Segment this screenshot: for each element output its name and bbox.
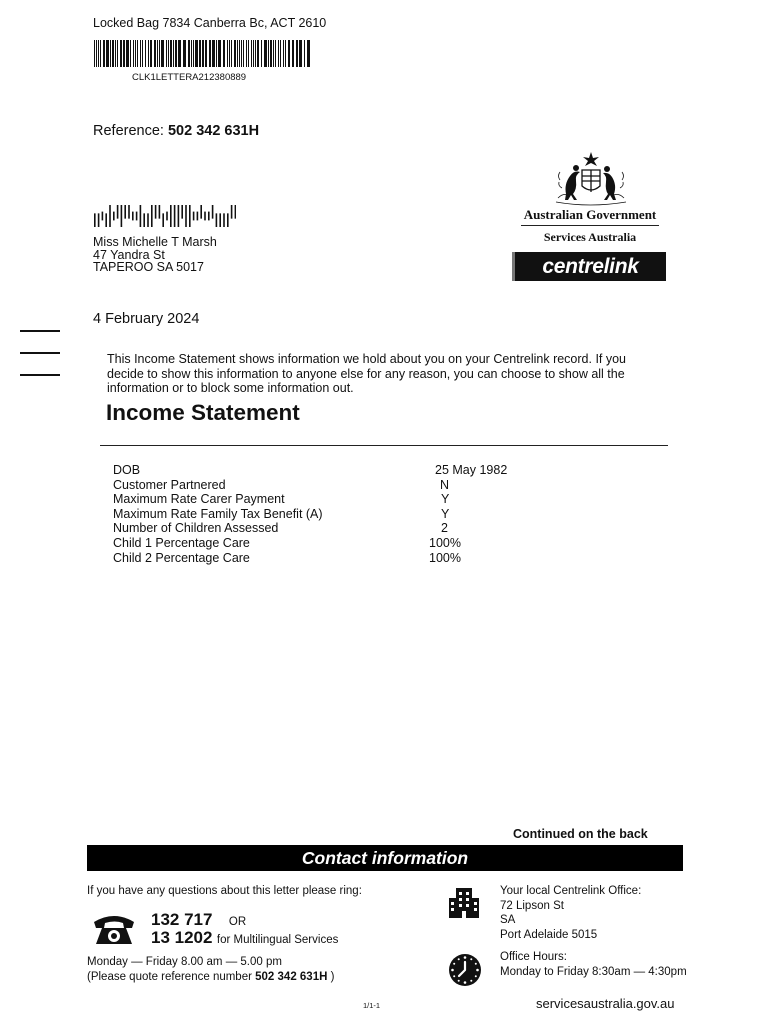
row-value-child1-care: 100% [429,536,461,550]
reference-label: Reference: [93,123,164,139]
barcode-bar [209,40,211,67]
office-state: SA [500,914,516,926]
barcode-bar [223,40,225,67]
barcode-bar [261,40,262,67]
row-value-children: 2 [441,521,448,535]
barcode-bar [128,205,130,219]
barcode-bar [189,205,191,227]
barcode-bar [183,40,186,67]
recipient-street: 47 Yandra St [93,247,165,262]
barcode-bar [197,212,199,221]
barcode-bar [170,205,172,227]
barcode-bar [292,40,294,67]
barcode-bar [285,40,286,67]
row-value-dob: 25 May 1982 [435,463,508,477]
barcode-bar [273,40,274,67]
intro-line: This Income Statement shows information we hold about you on your Centrelink record. If you [107,352,627,366]
barcode-bar [113,212,115,221]
office-street: 72 Lipson St [500,899,564,912]
barcode-bar [110,40,111,67]
barcode-bar [143,213,145,227]
recipient-address [93,236,217,274]
barcode-bar [264,40,267,67]
row-label-children: Number of Children Assessed [113,521,279,535]
row-label-child2-care: Child 2 Percentage Care [113,550,250,565]
barcode-bar [173,40,174,67]
row-label-carer-payment: Maximum Rate Carer Payment [113,492,285,506]
barcode-bar [123,40,125,67]
barcode-bar [137,40,138,67]
office-heading: Your local Centrelink Office: [500,885,642,897]
row-label-dob: DOB [113,463,141,477]
barcode-bar [126,40,129,67]
barcode-bar [299,40,302,67]
barcode-bar [115,40,116,67]
barcode-bar [154,40,156,67]
office-building-icon [447,886,481,918]
phone-hours: Monday — Friday 8.00 am — 5.00 pm [87,956,282,968]
barcode-bar [140,205,142,227]
barcode-bar [231,205,233,219]
barcode-bar [162,213,164,227]
barcode-bar [227,40,228,67]
phone-number-multilingual: 13 1202 [151,928,213,947]
clock-icon [448,953,482,987]
barcode-bar [159,40,160,67]
barcode-bar [105,213,107,227]
barcode-bar [142,40,143,67]
return-address: Locked Bag 7834 Canberra Bc, ACT 2610 [93,16,327,30]
intro-line: decide to show this information to anyone else for any reason, you can choose to show all the [107,366,625,381]
letter-code: CLK1LETTERA212380889 [132,72,247,83]
barcode-bar [120,40,122,67]
barcode-bar [178,40,181,67]
barcode-bar [145,40,146,67]
barcode-bar [117,40,118,67]
barcode-bar [166,40,167,67]
row-label-family-tax: Maximum Rate Family Tax Benefit (A) [113,506,323,521]
office-suburb: Port Adelaide 5015 [500,928,598,941]
barcode-bar [268,40,269,67]
barcode-bar [288,40,290,67]
quote-prefix: (Please quote reference number [87,971,252,983]
barcode-bar [159,205,161,219]
barcode-bar [199,40,201,67]
barcode-bar [188,40,190,67]
barcode-bar [98,213,100,227]
barcode-bar [130,40,131,67]
barcode-bar [174,205,176,227]
barcode-bar [100,40,101,67]
barcode-bar [133,40,134,67]
barcode-bar [251,40,252,67]
barcode-bar [168,40,169,67]
barcode-bar [212,205,214,219]
recipient-locality: TAPEROO SA 5017 [93,260,204,274]
barcode-bar [157,40,158,67]
barcode-bar [216,40,217,67]
barcode-bar [121,205,123,227]
row-label-child1-care: Child 1 Percentage Care [113,536,250,550]
barcode-bar [106,40,109,67]
reference-line [93,123,259,139]
barcode-bar [185,205,187,227]
barcode-bar [253,40,254,67]
fold-mark [20,352,60,354]
barcode-bar [231,40,232,67]
barcode-bar [202,40,204,67]
questions-text: If you have any questions about this letter please ring: [87,885,362,897]
barcode-bar [132,212,134,221]
barcode-bar [241,40,242,67]
barcode-bar [147,213,149,227]
barcode-bar [200,205,202,219]
barcode-bar [205,40,207,67]
barcode-bar [94,213,96,227]
barcode-bar [175,40,177,67]
barcode-bar [117,205,119,219]
multilingual-note: for Multilingual Services [216,934,339,946]
barcode-bar [296,40,298,67]
logo-divider [521,225,659,226]
row-value-partnered: N [440,477,450,492]
page-number: 1/1-1 [363,1001,381,1010]
row-value-child2-care: 100% [429,550,461,565]
postal-barcode [94,205,236,227]
barcode-bar [181,205,183,219]
quote-reference [87,970,334,985]
barcode-bar [275,40,276,67]
barcode-bar [229,40,230,67]
agency-name: Services Australia [543,230,637,244]
barcode-bar [148,40,149,67]
barcode-bar [255,40,256,67]
intro-line: information or to block some information out. [107,381,354,395]
barcode-bar [193,40,194,67]
website-link[interactable]: servicesaustralia.gov.au [536,996,675,1011]
statement-title: Income Statement [106,400,300,425]
barcode-bar [235,205,236,219]
row-value-family-tax: Y [441,506,450,521]
barcode-bar [195,40,198,67]
fold-mark [20,374,60,376]
barcode-bar [212,40,215,67]
phone-number-primary: 132 717 [151,910,213,929]
barcode-bar [248,40,249,67]
barcode-bar [218,40,221,67]
office-hours [500,950,687,979]
barcode-bar [166,212,168,221]
barcode-bar [155,205,157,219]
mail-barcode [94,40,311,67]
telephone-icon [92,912,136,946]
row-label-partnered: Customer Partnered [113,477,226,492]
barcode-bar [270,40,272,67]
phone-or: OR [228,916,247,928]
barcode-bar [136,212,138,221]
office-details [500,884,641,942]
barcode-bar [280,40,281,67]
barcode-bar [178,205,180,227]
barcode-bar [193,212,195,221]
barcode-bar [223,213,225,227]
title-divider [100,445,668,446]
barcode-bar [191,40,192,67]
barcode-bar [124,205,126,219]
office-hours-text: Monday to Friday 8:30am — 4:30pm [500,965,687,978]
barcode-bar [227,213,229,227]
continued-note: Continued on the back [513,827,648,841]
recipient-name: Miss Michelle T Marsh [93,235,217,249]
barcode-bar [98,40,99,67]
barcode-bar [234,40,236,67]
centrelink-logo: centrelink [512,252,666,281]
letter-date: 4 February 2024 [93,311,200,327]
barcode-bar [304,40,305,67]
barcode-bar [103,40,105,67]
barcode-bar [307,40,310,67]
government-name: Australian Government [523,207,657,222]
barcode-bar [216,213,218,227]
intro-paragraph [107,352,667,396]
barcode-bar [257,40,259,67]
barcode-bar [246,40,247,67]
barcode-bar [102,212,104,221]
row-value-carer-payment: Y [441,492,450,506]
barcode-bar [204,212,206,221]
barcode-bar [151,205,153,227]
barcode-bar [109,205,111,227]
barcode-bar [239,40,240,67]
fold-mark [20,330,60,332]
barcode-bar [140,40,141,67]
barcode-bar [219,213,221,227]
coat-of-arms-icon [552,150,630,206]
barcode-bar [94,40,95,67]
barcode-bar [243,40,244,67]
quote-reference-number: 502 342 631H [255,971,328,983]
barcode-bar [237,40,238,67]
phone-line-1 [151,910,246,930]
phone-line-2 [151,928,338,948]
office-hours-heading: Office Hours: [500,951,567,963]
barcode-bar [112,40,114,67]
barcode-bar [170,40,172,67]
barcode-bar [135,40,136,67]
quote-suffix: ) [330,971,335,983]
barcode-bar [96,40,97,67]
barcode-bar [278,40,279,67]
reference-number: 502 342 631H [167,123,260,139]
contact-heading: Contact information [87,845,683,871]
barcode-bar [208,212,210,221]
barcode-bar [161,40,164,67]
barcode-bar [283,40,284,67]
barcode-bar [150,40,152,67]
